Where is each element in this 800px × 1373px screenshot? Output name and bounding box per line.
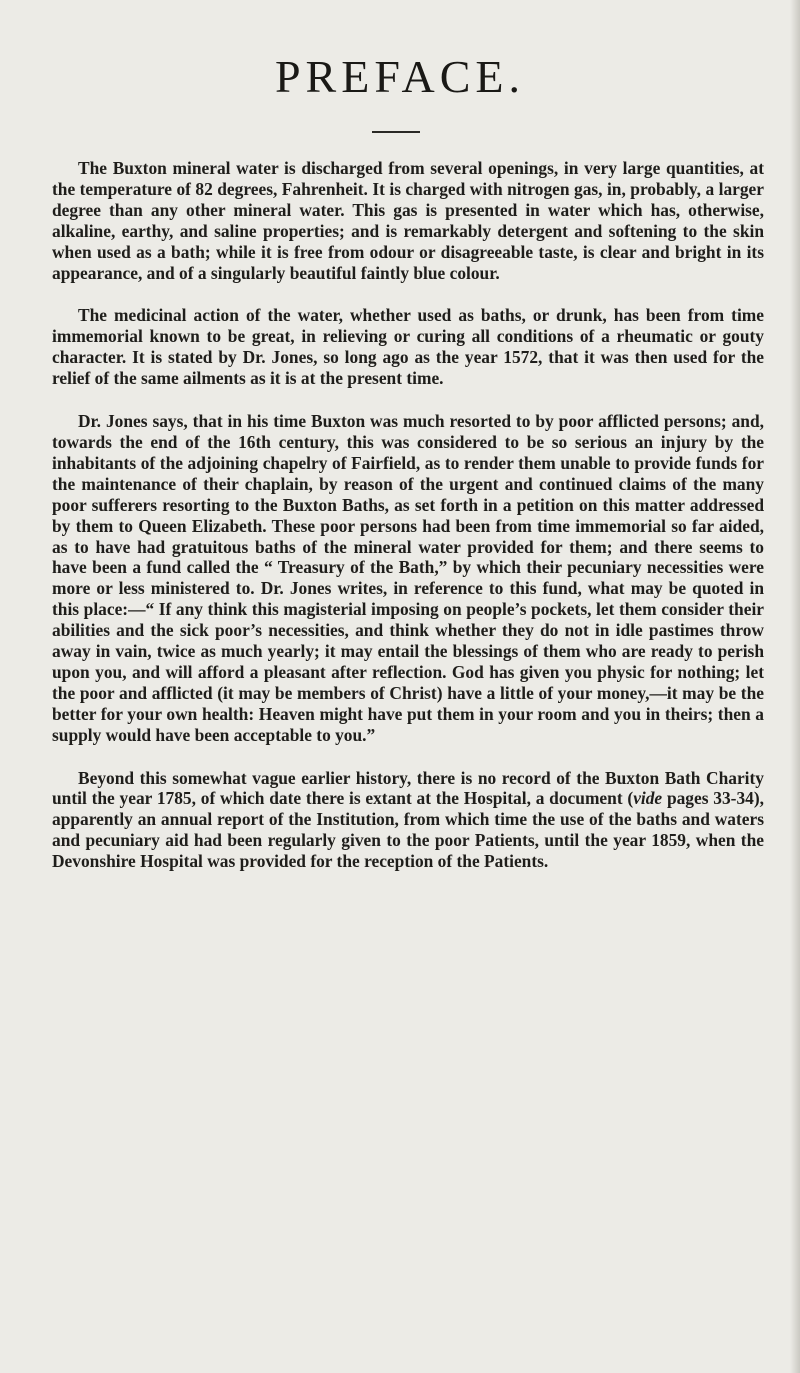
paragraph-4-text-a: Beyond this somewhat vague earlier history, there is no record of the Buxton Bath Charity until the year 1785, of which date there is extant at the Hospital, a document ( xyxy=(52,767,764,809)
paragraph-1: The Buxton mineral water is discharged from several openings, in very large quantities, at the temperature of 82 degrees, Fahrenheit. It is charged with nitrogen gas, in, probably, a larger degree than any other mineral water. This gas is presented in water which has, otherwise, alkaline, earthy, and saline properties; and is remarkably detergent and softening to the skin when used as a bath; while it is free from odour or disagreeable taste, is clear and bright in its appearance, and of a singularly beautiful faintly blue colour. xyxy=(52,158,764,283)
paragraph-2: The medicinal action of the water, whether used as baths, or drunk, has been from time immemorial known to be great, in relieving or curing all conditions of a rheumatic or gouty character. It is stated by Dr. Jones, so long ago as the year 1572, that it was then used for the relief of the same ailments as it is at the present time. xyxy=(52,305,764,389)
paragraph-4-italic: vide xyxy=(633,788,663,809)
paragraph-3: Dr. Jones says, that in his time Buxton was much resorted to by poor afflicted persons; and, towards the end of the 16th century, this was considered to be so serious an injury by the inhabitants of the adjoining chapelry of Fairfield, as to render them unable to provide funds for the maintenance of their chaplain, by reason of the urgent and continued claims of the many poor sufferers resorting to the Buxton Baths, as set forth in a petition on this matter addressed by them to Queen Elizabeth. These poor persons had been from time immemorial so far aided, as to have had gratuitous baths of the mineral water provided for them; and there seems to have been a fund called the “ Treasury of the Bath,” by which their pecuniary necessities were more or less ministered to. Dr. Jones writes, in reference to this fund, what may be quoted in this place:—“ If any think this magisterial imposing on people’s pockets, let them consider their abilities and the sick poor’s necessities, and think whether they do not in idle pastimes throw away in vain, twice as much yearly; it may entail the blessings of them who are ready to perish upon you, and will afford a pleasant after reflection. God has given you physic for nothing; let the poor and afflicted (it may be members of Christ) have a little of your money,—it may be the better for your own health: Heaven might have put them in your room and you in theirs; then a supply would have been acceptable to you.” xyxy=(52,411,764,745)
title-divider xyxy=(372,131,420,133)
page-title: PREFACE. xyxy=(274,51,526,102)
paragraph-4 xyxy=(52,768,764,873)
paragraph-4-text-b: pages 33-34), apparently an annual report of the Institution, from which time the use of the baths and waters and pecuniary aid had been regularly given to the poor Patients, until the year 1859, when the Devonshire Hospital was provided for the reception of the Patients. xyxy=(52,788,764,872)
page-edge-shadow xyxy=(790,0,800,1373)
preface-body xyxy=(52,158,764,894)
